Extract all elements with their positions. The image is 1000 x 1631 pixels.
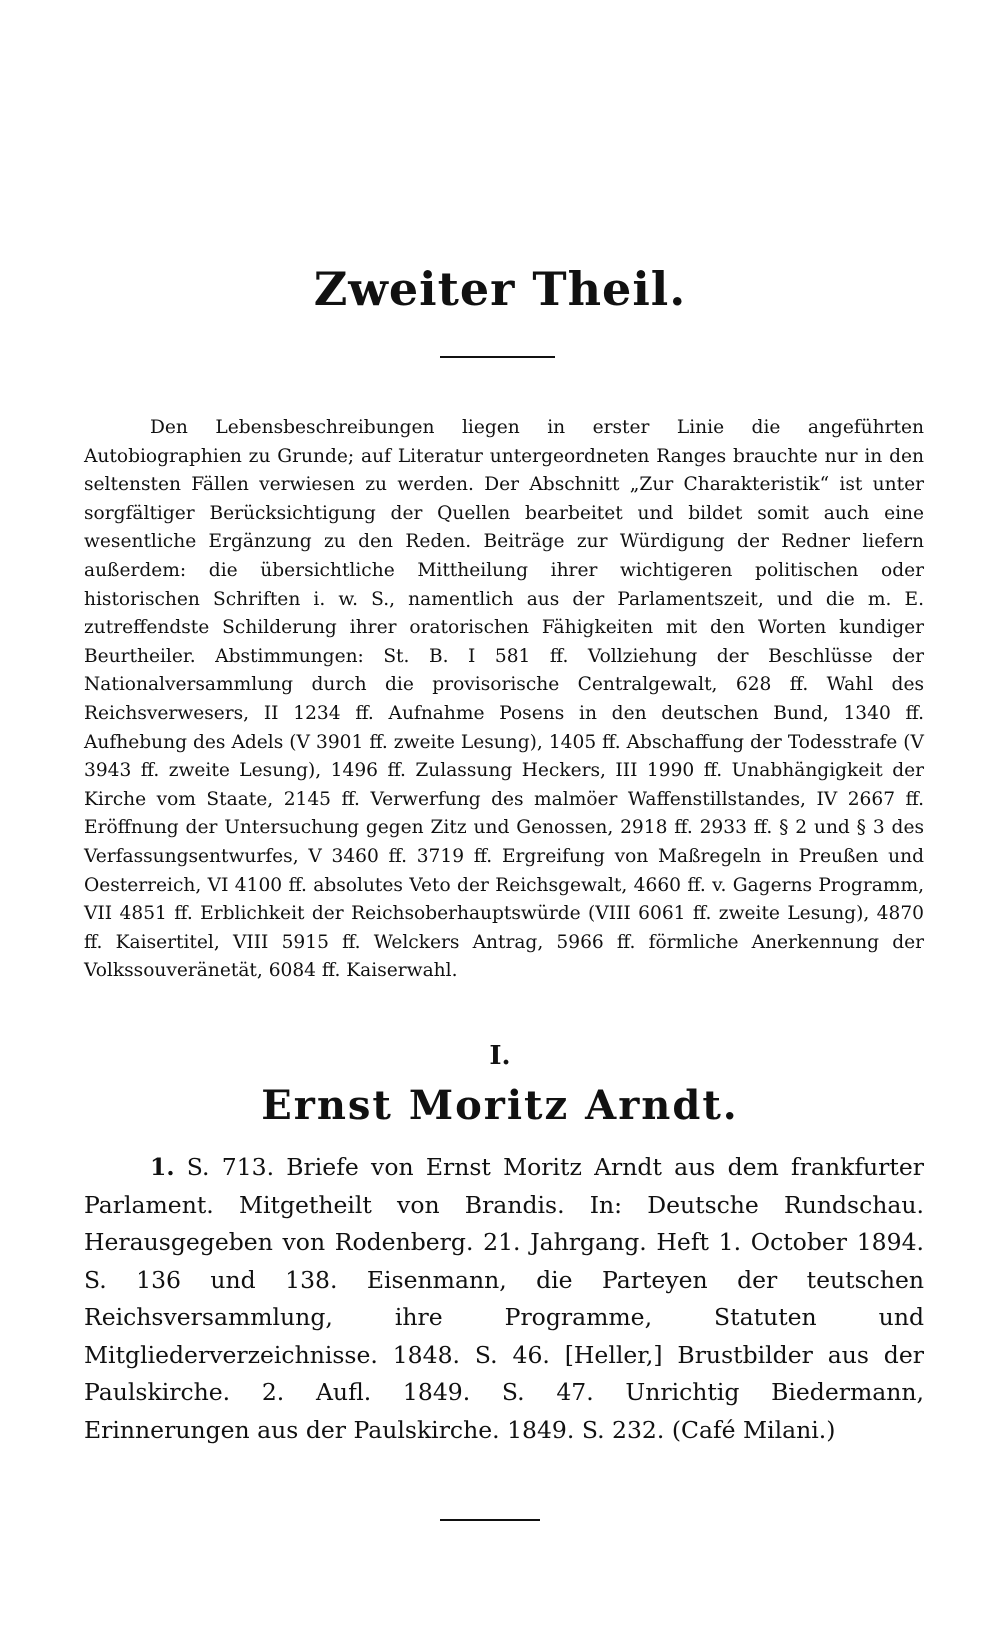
entry-paragraph xyxy=(84,1149,924,1449)
part-title: Zweiter Theil. xyxy=(313,262,687,316)
title-rule xyxy=(440,356,555,358)
abstimmungen-text: Abstimmungen: St. B. I 581 ff. Vollziehung der Beschlüsse der Nationalversammlung durch die provisorische Centralgewalt, 628 ff. Wahl des Reichsverwesers, II 1234 ff. Aufnahme Posens in den deutschen Bund, 1340 ff. Aufhebung des Adels (V 3901 ff. zweite Lesung), 1405 ff. Abschaffung der Todesstrafe (V 3943 ff. zweite Lesung), 1496 ff. Zulassung Heckers, III 1990 ff. Unabhängigkeit der Kirche vom Staate, 2145 ff. Verwerfung des malmöer Waffenstillstandes, IV 2667 ff. Eröffnung der Untersuchung gegen Zitz und Genossen, 2918 ff. 2933 ff. § 2 und § 3 des Verfassungsentwurfes, V 3460 ff. 3719 ff. Ergreifung von Maßregeln in Preußen und Oesterreich, VI 4100 ff. absolutes Veto der Reichsgewalt, 4660 ff. v. Gagerns Programm, VII 4851 ff. Erblichkeit der Reichsoberhauptswürde (VIII 6061 ff. zweite Lesung), 4870 ff. Kaisertitel, VIII 5915 ff. Welckers Antrag, 5966 ff. förmliche Anerkennung der Volkssouveränetät, 6084 ff. Kaiserwahl. xyxy=(84,645,924,982)
section-end-rule xyxy=(440,1519,540,1521)
entry-number: 1. xyxy=(150,1153,175,1181)
person-name: Ernst Moritz Arndt. xyxy=(261,1082,739,1129)
intro-text: Den Lebensbeschreibungen liegen in erster Linie die angeführten Autobiographien zu Grunde; auf Literatur untergeordneten Ranges brauchte nur in den seltensten Fällen verwiesen zu werden. Der Abschnitt „Zur Charakteristik“ ist unter sorgfältiger Berücksichtigung der Quellen bearbeitet und bildet somit auch eine wesentliche Ergänzung zu den Reden. Beiträge zur Würdigung der Redner liefern außerdem: die übersichtliche Mittheilung ihrer wichtigeren politischen oder historischen Schriften i. w. S., namentlich aus der Parlamentszeit, und die m. E. zutreffendste Schilderung ihrer oratorischen Fähigkeiten mit den Worten kundiger Beurtheiler. xyxy=(84,417,924,667)
entry-text: S. 713. Briefe von Ernst Moritz Arndt aus dem frankfurter Parlament. Mitgetheilt von Brandis. In: Deutsche Rundschau. Herausgegeben von Rodenberg. 21. Jahrgang. Heft 1. October 1894. S. 136 und 138. Eisenmann, die Parteyen der teutschen Reichsversammlung, ihre Programme, Statuten und Mitgliederverzeichnisse. 1848. S. 46. [Heller,] Brustbilder aus der Paulskirche. 2. Aufl. 1849. S. 47. Unrichtig Biedermann, Erinnerungen aus der Paulskirche. 1849. S. 232. (Café Milani.) xyxy=(84,1153,924,1444)
section-number: I. xyxy=(489,1041,511,1071)
intro-paragraph xyxy=(84,414,924,986)
